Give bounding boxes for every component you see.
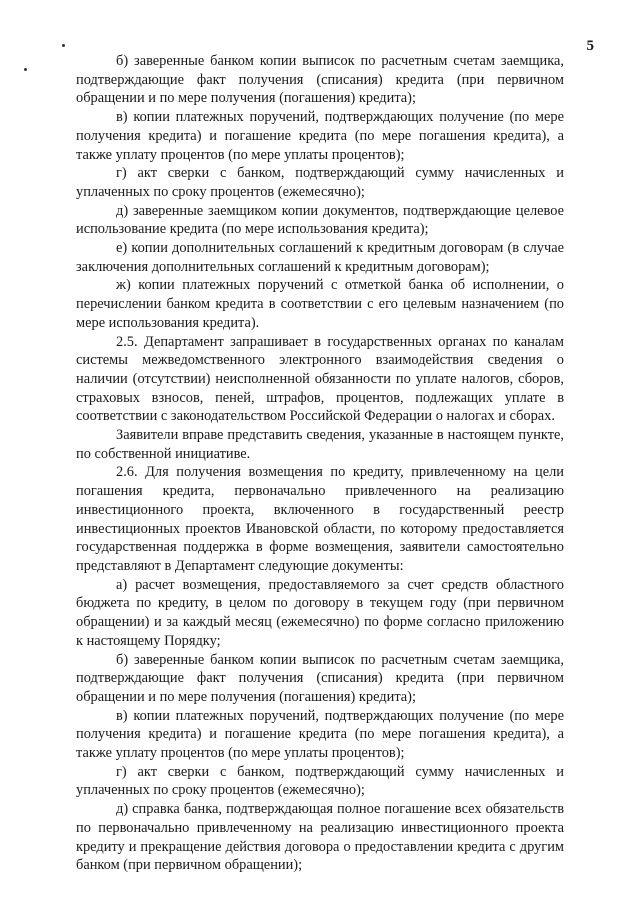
document-body	[76, 52, 564, 875]
paragraph: в) копии платежных поручений, подтверждающих получение (по мере получения кредита) и погашение кредита (по мере погашения кредита), а также уплату процентов (по мере уплаты процентов);	[76, 109, 564, 163]
paragraph: б) заверенные банком копии выписок по расчетным счетам заемщика, подтверждающие факт получения (списания) кредита (при первичном обращении и по мере получения (погашения) кредита);	[76, 651, 564, 705]
paragraph: Заявители вправе представить сведения, указанные в настоящем пункте, по собственной инициативе.	[76, 427, 564, 462]
paragraph: д) справка банка, подтверждающая полное погашение всех обязательств по первоначально привлеченному на реализацию инвестиционного проекта кредиту и прекращение действия договора о предоставлении кредита с другим банком (при первичном обращении);	[76, 801, 564, 874]
scan-speck	[24, 68, 27, 71]
paragraph: г) акт сверки с банком, подтверждающий сумму начисленных и уплаченных по сроку процентов (ежемесячно);	[76, 763, 564, 799]
paragraph: в) копии платежных поручений, подтверждающих получение (по мере получения кредита) и погашение кредита (по мере погашения кредита), а также уплату процентов (по мере уплаты процентов);	[76, 707, 564, 762]
paragraph: б) заверенные банком копии выписок по расчетным счетам заемщика, подтверждающие факт получения (списания) кредита (при первичном обращении и по мере получения (погашения) кредита);	[76, 53, 564, 107]
scan-speck	[62, 44, 65, 47]
paragraph: г) акт сверки с банком, подтверждающий сумму начисленных и уплаченных по сроку процентов (ежемесячно);	[76, 165, 564, 200]
page-number: 5	[586, 38, 594, 54]
paragraph: 2.6. Для получения возмещения по кредиту, привлеченному на цели погашения кредита, первоначально привлеченного на реализацию инвестиционного проекта, включенного в государственный реестр инвестиционных проектов Ивановской области, по которому предоставляется государственная поддержка в форме возмещения, заявители самостоятельно представляют в Департамент следующие документы:	[76, 464, 564, 574]
paragraph: 2.5. Департамент запрашивает в государственных органах по каналам системы межведомственного электронного взаимодействия сведения о наличии (отсутствии) неисполненной обязанности по уплате налогов, сборов, страховых взносов, пеней, штрафов, процентов, подлежащих уплате в соответствии с законодательством Российской Федерации о налогах и сборах.	[76, 333, 564, 425]
paragraph: д) заверенные заемщиком копии документов, подтверждающие целевое использование кредита (по мере использования кредита);	[76, 202, 564, 238]
paragraph: а) расчет возмещения, предоставляемого за счет средств областного бюджета по кредиту, в целом по договору в текущем году (при первичном обращении) и за каждый месяц (ежемесячно) по форме согласно приложению к настоящему Порядку;	[76, 576, 564, 649]
paragraph: е) копии дополнительных соглашений к кредитным договорам (в случае заключения дополнительных соглашений к кредитным договорам);	[76, 240, 564, 275]
paragraph: ж) копии платежных поручений с отметкой банка об исполнении, о перечислении банком кредита в соответствии с его целевым назначением (по мере использования кредита).	[76, 277, 564, 331]
